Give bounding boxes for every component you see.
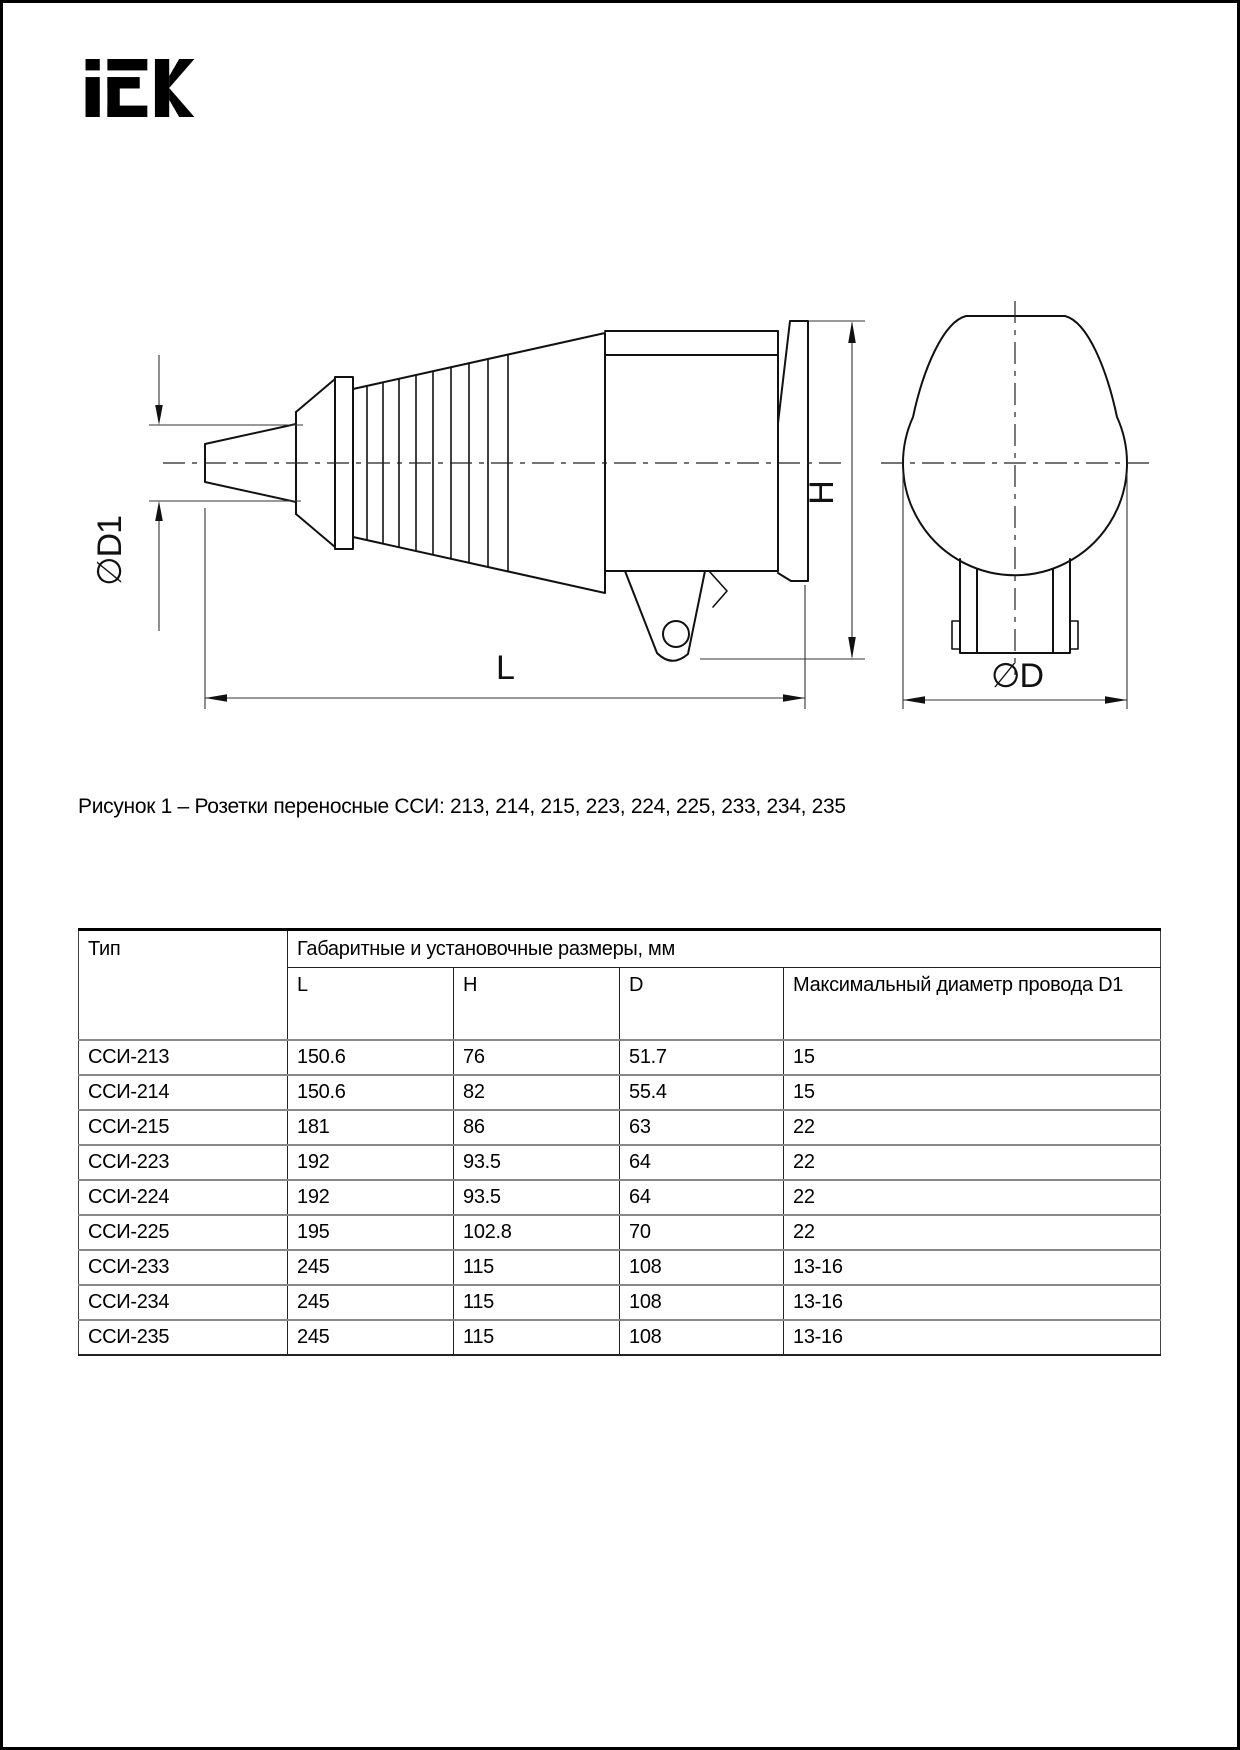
table-cell: 115 (454, 1320, 620, 1355)
table-cell: 82 (454, 1075, 620, 1110)
table-header-row-1 (79, 930, 1161, 968)
cap-outline (778, 321, 808, 581)
table-cell: 22 (784, 1180, 1161, 1215)
table-cell: 22 (784, 1145, 1161, 1180)
table-cell: 93.5 (454, 1145, 620, 1180)
table-cell: 192 (288, 1180, 454, 1215)
dimension-arrowheads (155, 321, 1127, 704)
table-row (79, 1075, 1161, 1110)
table-cell: ССИ-225 (79, 1215, 288, 1250)
body-outline (605, 331, 778, 571)
lug-outline (625, 571, 705, 661)
table-cell: ССИ-213 (79, 1040, 288, 1075)
table-row (79, 1110, 1161, 1145)
table-cell: 76 (454, 1040, 620, 1075)
table-cell: 51.7 (620, 1040, 784, 1075)
table-cell: 115 (454, 1250, 620, 1285)
table-row (79, 1320, 1161, 1355)
table-cell: ССИ-223 (79, 1145, 288, 1180)
table-body (79, 1040, 1161, 1355)
table-cell: 102.8 (454, 1215, 620, 1250)
table-cell: 15 (784, 1040, 1161, 1075)
table-cell: 150.6 (288, 1040, 454, 1075)
table-cell: 70 (620, 1215, 784, 1250)
table-cell: 13-16 (784, 1320, 1161, 1355)
table-cell: 108 (620, 1250, 784, 1285)
header-d: D (620, 968, 784, 1040)
table-row (79, 1145, 1161, 1180)
header-group: Габаритные и установочные размеры, мм (288, 930, 1161, 968)
header-l: L (288, 968, 454, 1040)
table-cell: 64 (620, 1145, 784, 1180)
table-cell: 192 (288, 1145, 454, 1180)
centerlines (163, 301, 1149, 675)
table-cell: 245 (288, 1250, 454, 1285)
technical-drawing (3, 3, 1237, 743)
table-row (79, 1180, 1161, 1215)
table-cell: 64 (620, 1180, 784, 1215)
table-cell: ССИ-234 (79, 1285, 288, 1320)
dim-label-l: L (496, 649, 514, 687)
table-row (79, 1040, 1161, 1075)
table-cell: 108 (620, 1320, 784, 1355)
latch-detail (709, 571, 727, 607)
table-cell: ССИ-224 (79, 1180, 288, 1215)
table-cell: 63 (620, 1110, 784, 1145)
table-cell: 115 (454, 1285, 620, 1320)
table-cell: 13-16 (784, 1285, 1161, 1320)
table-cell: 22 (784, 1215, 1161, 1250)
table-cell: 245 (288, 1285, 454, 1320)
table-row (79, 1215, 1161, 1250)
table-cell: ССИ-214 (79, 1075, 288, 1110)
table-cell: 150.6 (288, 1075, 454, 1110)
table-cell: 93.5 (454, 1180, 620, 1215)
table-cell: 15 (784, 1075, 1161, 1110)
dim-label-d: ∅D (990, 657, 1044, 695)
table-cell: ССИ-215 (79, 1110, 288, 1145)
table-cell: ССИ-233 (79, 1250, 288, 1285)
table-cell: 86 (454, 1110, 620, 1145)
header-h: H (454, 968, 620, 1040)
table-cell: 13-16 (784, 1250, 1161, 1285)
table-cell: 108 (620, 1285, 784, 1320)
figure-caption: Рисунок 1 – Розетки переносные ССИ: 213, 214, 215, 223, 224, 225, 233, 234, 235 (78, 795, 846, 818)
table-cell: 181 (288, 1110, 454, 1145)
table-cell: 245 (288, 1320, 454, 1355)
lug-hole (663, 621, 689, 647)
table-cell: ССИ-235 (79, 1320, 288, 1355)
table-cell: 195 (288, 1215, 454, 1250)
table-cell: 22 (784, 1110, 1161, 1145)
dim-label-d1: ∅D1 (91, 515, 129, 587)
dimensions-table (78, 928, 1161, 1356)
header-type: Тип (88, 938, 121, 960)
header-d1max: Максимальный диаметр провода D1 (784, 968, 1161, 1040)
dim-label-h: H (803, 481, 841, 505)
table-row (79, 1250, 1161, 1285)
table-row (79, 1285, 1161, 1320)
table-cell: 55.4 (620, 1075, 784, 1110)
